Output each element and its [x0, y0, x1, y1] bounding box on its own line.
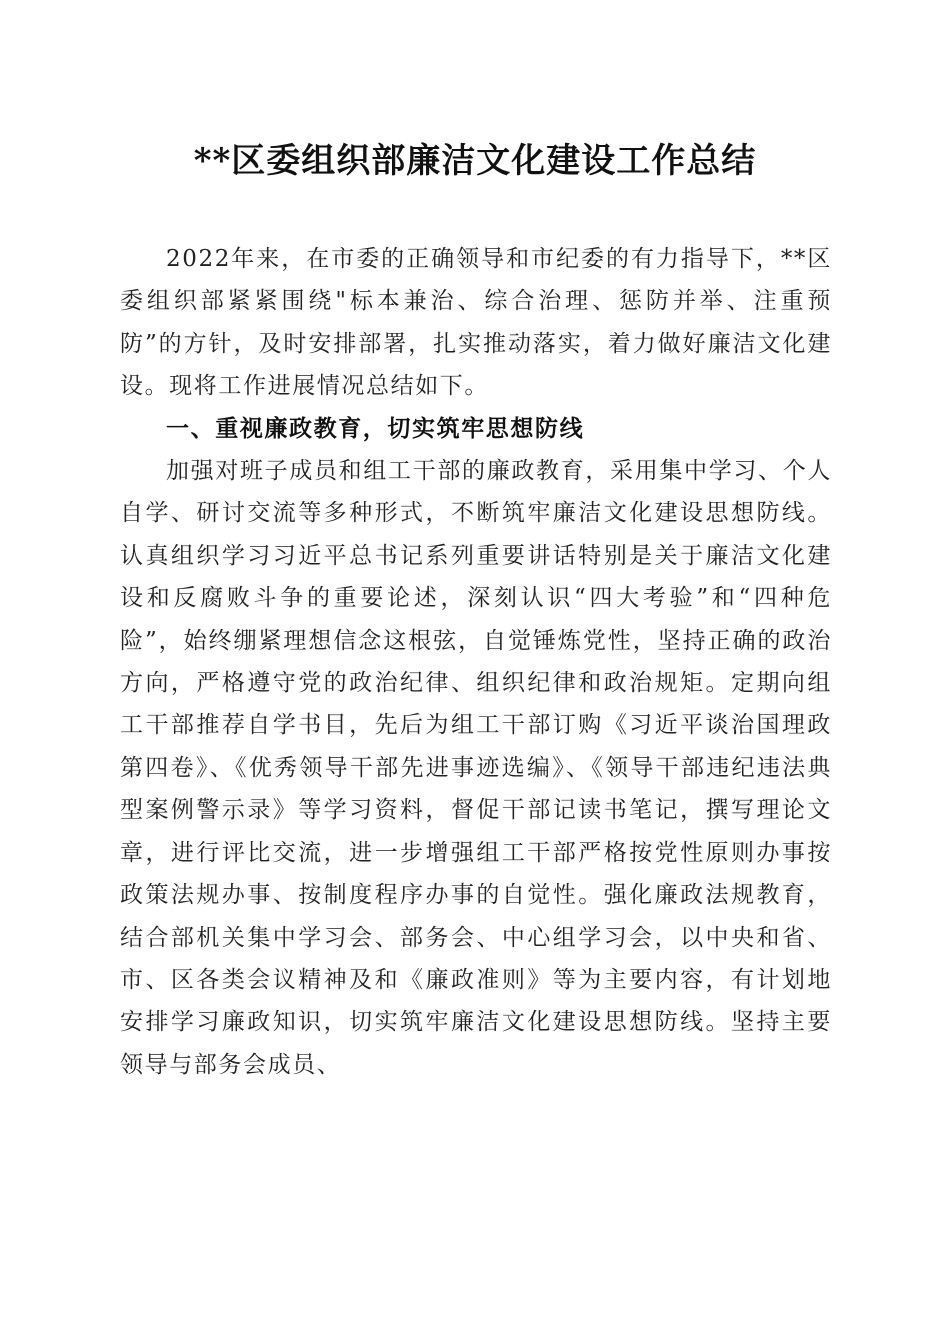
intro-paragraph: 2022年来，在市委的正确领导和市纪委的有力指导下，**区委组织部紧紧围绕"标本兼治、综合治理、惩防并举、注重预防”的方针，及时安排部署，扎实推动落实，着力做好廉洁文化建设。现将工作进展情况总结如下。 [120, 246, 832, 400]
document-title: **区委组织部廉洁文化建设工作总结 [193, 141, 757, 181]
section-heading: 一、重视廉政教育，切实筑牢思想防线 [166, 415, 585, 442]
document-body [120, 238, 832, 1086]
section-paragraph: 加强对班子成员和组工干部的廉政教育，采用集中学习、个人自学、研讨交流等多种形式，不断筑牢廉洁文化建设思想防线。认真组织学习习近平总书记系列重要讲话特别是关于廉洁文化建设和反腐败斗争的重要论述，深刻认识“四大考验”和“四种危险”，始终绷紧理想信念这根弦，自觉锤炼党性，坚持正确的政治方向，严格遵守党的政治纪律、组织纪律和政治规矩。定期向组工干部推荐自学书目，先后为组工干部订购《习近平谈治国理政第四卷》、《优秀领导干部先进事迹选编》、《领导干部违纪违法典型案例警示录》等学习资料，督促干部记读书笔记，撰写理论文章，进行评比交流，进一步增强组工干部严格按党性原则办事按政策法规办事、按制度程序办事的自觉性。强化廉政法规教育，结合部机关集中学习会、部务会、中心组学习会，以中央和省、市、区各类会议精神及和《廉政准则》等为主要内容，有计划地安排学习廉政知识，切实筑牢廉洁文化建设思想防线。坚持主要领导与部务会成员、 [120, 458, 832, 1078]
